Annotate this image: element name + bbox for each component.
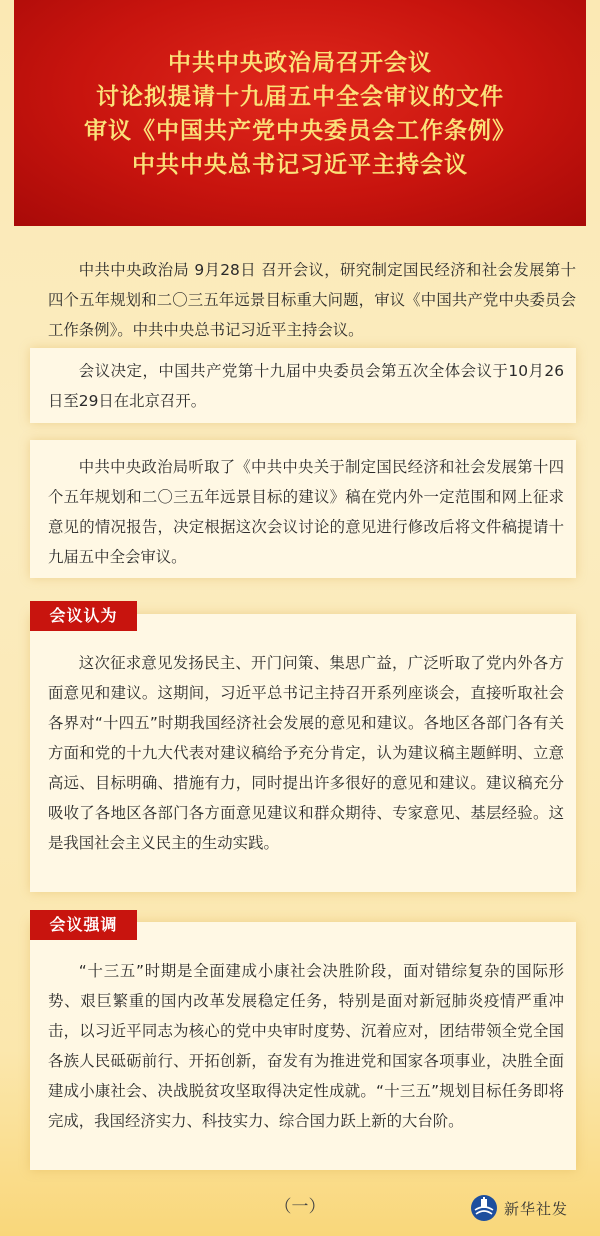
intro-paragraph: 中共中央政治局 9月28日 召开会议，研究制定国民经济和社会发展第十四个五年规划和二〇三五年远景目标重大问题，审议《中国共产党中央委员会工作条例》。中共中央总书记习近平主持会议。 — [48, 261, 576, 339]
section1-card — [30, 614, 576, 892]
section2-card — [30, 922, 576, 1170]
section1-paragraph: 这次征求意见发扬民主、开门问策、集思广益，广泛听取了党内外各方面意见和建议。这期间，习近平总书记主持召开系列座谈会，直接听取社会各界对“十四五”时期我国经济社会发展的意见和建议。各地区各部门各有关方面和党的十九大代表对建议稿给予充分肯定，认为建议稿主题鲜明、立意高远、目标明确、措施有力，同时提出许多很好的意见和建议。建议稿充分吸收了各地区各部门各方面意见建议和群众期待、专家意见、基层经验。这是我国社会主义民主的生动实践。 — [48, 654, 564, 852]
headline-2: 讨论拟提请十九届五中全会审议的文件 — [96, 84, 504, 110]
xinhua-logo-icon — [470, 1194, 498, 1222]
headline-1: 中共中央政治局召开会议 — [168, 50, 432, 76]
headline-4: 中共中央总书记习近平主持会议 — [132, 152, 468, 178]
decision-card — [30, 348, 576, 423]
decision-paragraph: 会议决定，中国共产党第十九届中央委员会第五次全体会议于10月26日至29日在北京召开。 — [48, 362, 564, 410]
xinhua-logo-text: 新华社发 — [504, 1199, 569, 1218]
section2-paragraph: “十三五”时期是全面建成小康社会决胜阶段，面对错综复杂的国际形势、艰巨繁重的国内改革发展稳定任务，特别是面对新冠肺炎疫情严重冲击，以习近平同志为核心的党中央审时度势、沉着应对，团结带领全党全国各族人民砥砺前行、开拓创新，奋发有为推进党和国家各项事业，决胜全面建成小康社会、决战脱贫攻坚取得决定性成就。“十三五”规划目标任务即将完成，我国经济实力、科技实力、综合国力跃上新的大台阶。 — [48, 962, 564, 1130]
report-paragraph: 中共中央政治局听取了《中共中央关于制定国民经济和社会发展第十四个五年规划和二〇三五年远景目标的建议》稿在党内外一定范围和网上征求意见的情况报告，决定根据这次会议讨论的意见进行修改后将文件稿提请十九届五中全会审议。 — [48, 458, 564, 566]
section2-badge: 会议强调 — [30, 910, 137, 940]
xinhua-logo — [470, 1193, 568, 1223]
headline-3: 审议《中国共产党中央委员会工作条例》 — [84, 118, 516, 144]
page-number: （一） — [274, 1197, 326, 1217]
report-card — [30, 440, 576, 578]
title-banner — [14, 0, 586, 226]
section1-badge: 会议认为 — [30, 601, 137, 631]
